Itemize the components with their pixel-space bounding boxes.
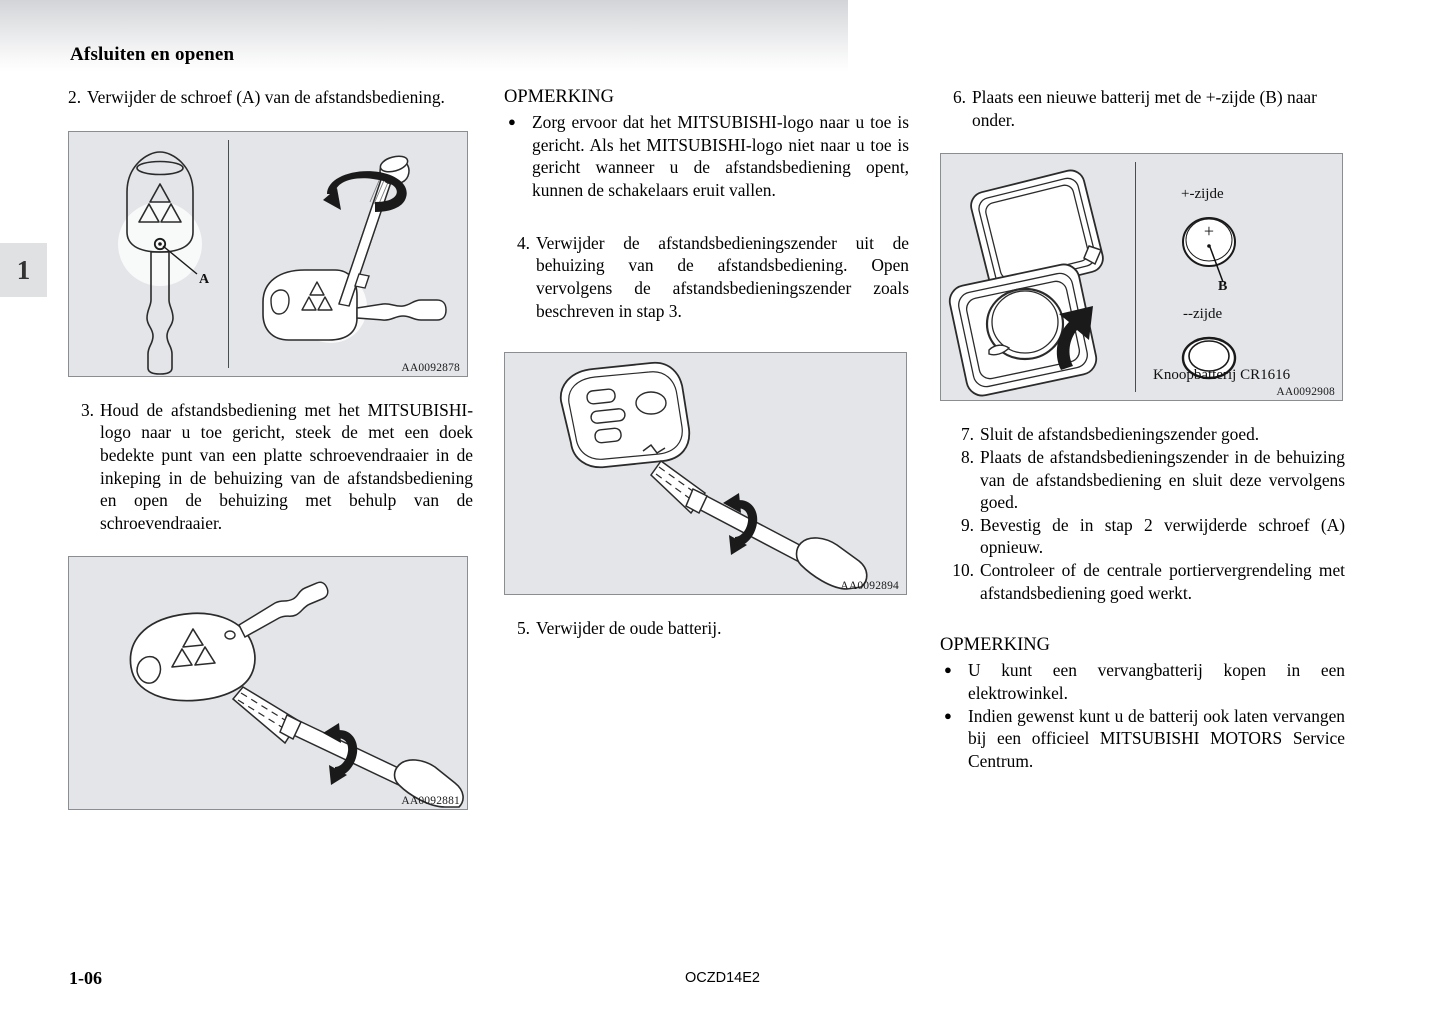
step-6	[940, 86, 1345, 131]
step-6-text: Plaats een nieuwe batterij met de +-zijde (B) naar onder.	[972, 87, 1317, 130]
step-3-number: 3.	[80, 399, 94, 420]
note-heading: OPMERKING	[504, 87, 614, 107]
figure-divider	[228, 140, 229, 368]
step-5-text: Verwijder de oude batterij.	[536, 618, 722, 639]
battery-minus-side-label: --zijde	[1183, 306, 1223, 323]
note-bullet	[504, 111, 909, 202]
figure-key-screwdriver-drawing	[231, 132, 461, 376]
battery-minus-view-drawing	[1165, 330, 1285, 400]
svg-text:+: +	[1203, 221, 1215, 242]
figure-code: AA0092881	[401, 795, 460, 808]
figure-key-pry-drawing	[69, 557, 467, 809]
figure-code: AA0092878	[401, 361, 460, 374]
step-10-number: 10.	[952, 560, 974, 580]
figure-code: AA0092908	[1276, 386, 1335, 399]
step-9	[940, 514, 1345, 559]
figure-divider	[1135, 162, 1136, 392]
figure-code: AA0092894	[840, 580, 899, 593]
battery-plus-view-drawing	[1165, 210, 1285, 320]
footer-document-code: OCZD14E2	[685, 970, 760, 986]
step-4-number: 4.	[516, 232, 530, 253]
battery-type-label: Knoopbatterij CR1616	[1153, 367, 1291, 384]
battery-callout-b: B	[1218, 279, 1228, 295]
note-bullet-text: Indien gewenst kunt u de batterij ook laten vervangen bij een officieel MITSUBISHI MOTORS Service Centrum.	[968, 705, 1345, 771]
step-2-text: Verwijder de schroef (A) van de afstandsbediening.	[87, 87, 445, 107]
step-5	[504, 617, 909, 640]
page-title: Afsluiten en openen	[70, 44, 235, 65]
figure-transmitter-pry	[504, 352, 907, 595]
bullet-dot-icon: ●	[944, 707, 952, 723]
step-10-text: Controleer of de centrale portiervergrendeling met afstandsbediening goed werkt.	[980, 560, 1345, 603]
middle-column	[504, 86, 909, 640]
step-8	[940, 446, 1345, 514]
step-2	[68, 86, 473, 109]
chapter-tab: 1	[0, 243, 47, 297]
footer-page-number: 1-06	[69, 968, 102, 988]
left-column	[68, 86, 473, 810]
bullet-dot-icon: ●	[944, 662, 952, 678]
figure-key-pry	[68, 556, 468, 810]
step-3	[68, 399, 473, 535]
step-10	[940, 559, 1345, 604]
figure-battery-case-drawing	[941, 154, 1135, 400]
step-7-text: Sluit de afstandsbedieningszender goed.	[980, 424, 1260, 445]
figure-label-a: A	[199, 271, 210, 287]
step-8-number: 8.	[960, 446, 974, 467]
step-8-text: Plaats de afstandsbedieningszender in de behuizing van de afstandsbediening en sluit deze vervolgens goed.	[980, 446, 1345, 513]
step-7-number: 7.	[960, 424, 974, 445]
note-bullet-text: U kunt een vervangbatterij kopen in een elektrowinkel.	[968, 660, 1345, 703]
right-column	[940, 86, 1345, 773]
step-7	[940, 423, 1345, 446]
figure-key-screw-a	[68, 131, 468, 377]
step-5-number: 5.	[516, 618, 530, 639]
step-4-text: Verwijder de afstandsbedieningszender uit de behuizing van de afstandsbediening. Open vervolgens de afstandsbedieningszender zoals beschreven in stap 3.	[536, 232, 909, 321]
note-bullet	[940, 659, 1345, 704]
battery-plus-side-label: +-zijde	[1181, 186, 1224, 203]
bullet-dot-icon: ●	[508, 114, 516, 130]
note-bullet	[940, 705, 1345, 773]
step-9-number: 9.	[960, 514, 974, 535]
step-3-text: Houd de afstandsbediening met het MITSUBISHI-logo naar u toe gericht, steek de met een doek bedekte punt van een platte schroevendraaier in de inkeping in de behuizing van de afstandsbediening en open de behuizing met behulp van de schroevendraaier.	[100, 399, 473, 533]
step-9-text: Bevestig de in stap 2 verwijderde schroef (A) opnieuw.	[980, 514, 1345, 558]
step-6-number: 6.	[952, 87, 966, 107]
step-4	[504, 232, 909, 323]
figure-transmitter-pry-drawing	[505, 353, 906, 594]
note-bullet-text: Zorg ervoor dat het MITSUBISHI-logo naar u toe is gericht. Als het MITSUBISHI-logo niet naar u toe is gericht wanneer u de afstandsbediening opent, kunnen de schakelaars eruit vallen.	[532, 112, 909, 200]
step-2-number: 2.	[68, 87, 82, 107]
note-heading: OPMERKING	[940, 635, 1050, 656]
figure-battery	[940, 153, 1343, 401]
